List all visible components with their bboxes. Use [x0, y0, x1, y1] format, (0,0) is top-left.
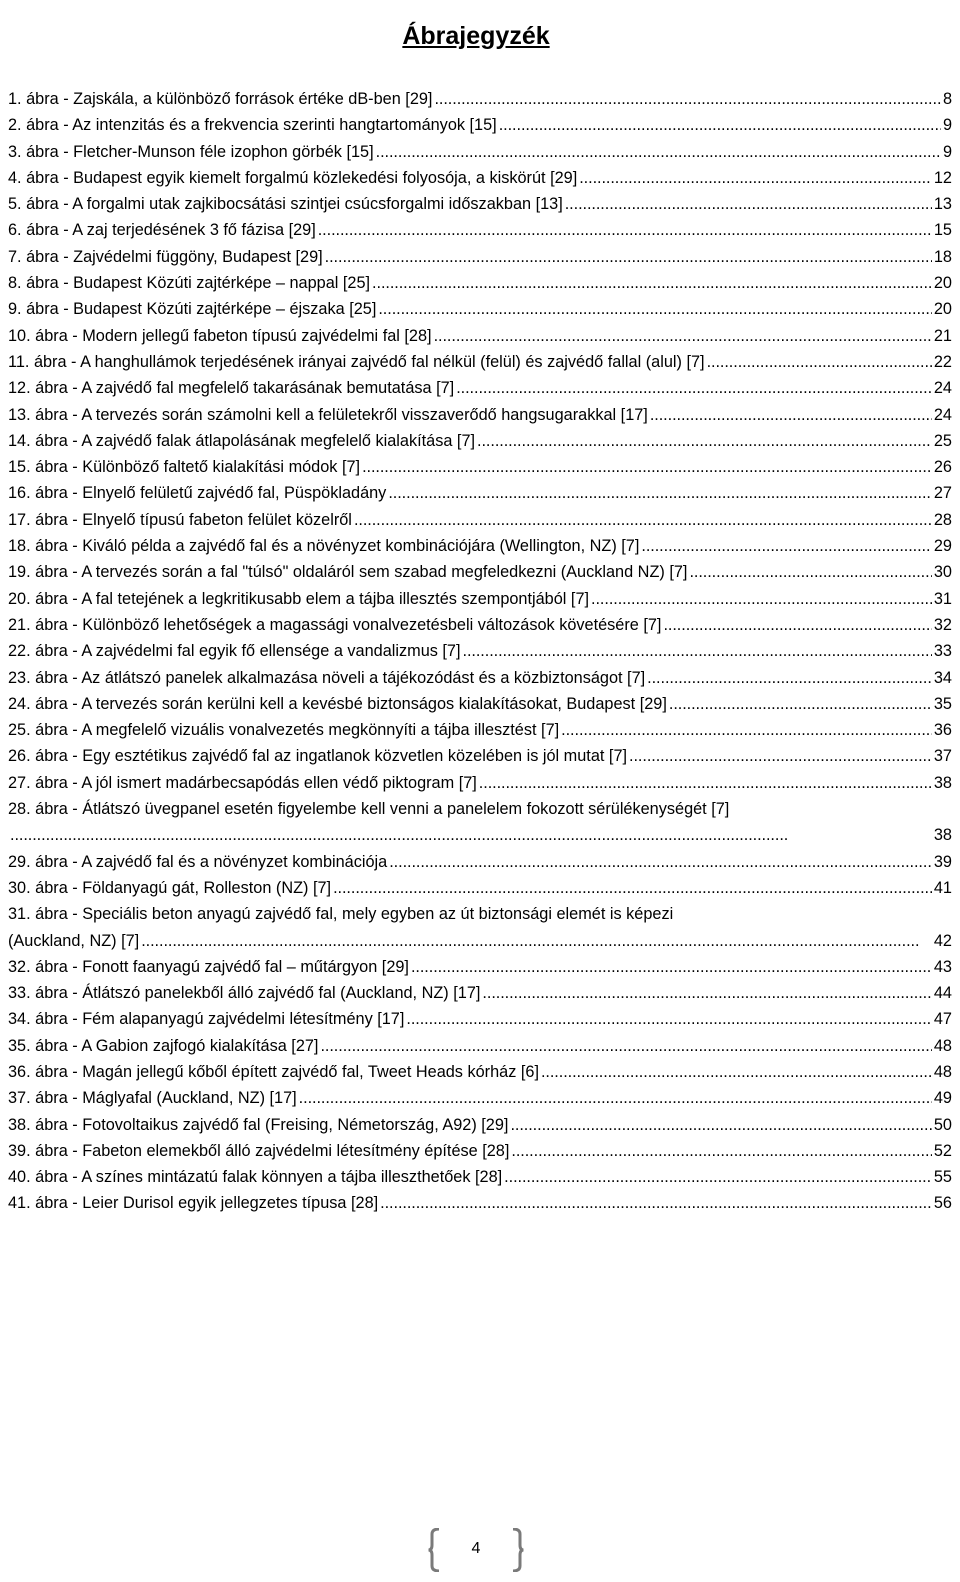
entry-page-number: 9: [942, 142, 952, 161]
entry-title: 39. ábra - Fabeton elemekből álló zajvédelmi létesítmény építése [28]: [8, 1141, 510, 1160]
dot-leader: [320, 1033, 931, 1059]
toc-entry[interactable]: [8, 954, 952, 980]
dot-leader: [479, 770, 932, 796]
dot-leader: [707, 349, 932, 375]
entry-page-number: 35: [933, 694, 952, 713]
entry-title: 18. ábra - Kiváló példa a zajvédő fal és a növényzet kombinációjára (Wellington, NZ) [7]: [8, 537, 640, 556]
toc-entry[interactable]: [8, 665, 952, 691]
dot-leader: [463, 638, 932, 664]
dot-leader: [434, 86, 940, 112]
toc-entry[interactable]: [8, 612, 952, 638]
dot-leader: [579, 165, 932, 191]
entry-title: 16. ábra - Elnyelő felületű zajvédő fal, Püspökladány: [8, 484, 387, 503]
dot-leader: [389, 849, 932, 875]
dot-leader: [504, 1164, 932, 1190]
toc-entry[interactable]: [8, 454, 952, 480]
page-footer: [428, 1528, 524, 1574]
entry-title: 14. ábra - A zajvédő falak átlapolásának megfelelő kialakítása [7]: [8, 431, 476, 450]
entry-title: 26. ábra - Egy esztétikus zajvédő fal az ingatlanok közvetlen közelében is jól mutat [7]: [8, 747, 628, 766]
dot-leader: [434, 323, 932, 349]
entry-title: 7. ábra - Zajvédelmi függöny, Budapest [29]: [8, 247, 323, 266]
toc-entry[interactable]: [8, 1190, 952, 1216]
entry-title: 20. ábra - A fal tetejének a legkritikusabb elem a tájba illesztés szempontjából [7]: [8, 589, 590, 608]
entry-title: 22. ábra - A zajvédelmi fal egyik fő ellensége a vandalizmus [7]: [8, 642, 461, 661]
entry-page-number: 50: [933, 1115, 952, 1134]
dot-leader: [406, 1006, 931, 1032]
entry-page-number: 48: [933, 1062, 952, 1081]
entry-title: 28. ábra - Átlátszó üvegpanel esetén figyelembe kell venni a panelelem fokozott sérülékenységét [7]: [8, 800, 730, 819]
toc-entry[interactable]: [8, 849, 952, 875]
entry-title: 25. ábra - A megfelelő vizuális vonalvezetés megkönnyíti a tájba illesztést [7]: [8, 721, 560, 740]
entry-title: 21. ábra - Különböző lehetőségek a magassági vonalvezetésbeli változások követésére [7]: [8, 615, 662, 634]
entry-line: [8, 928, 952, 954]
toc-entry[interactable]: [8, 559, 952, 585]
entry-page-number: 20: [933, 274, 952, 293]
toc-entry[interactable]: [8, 770, 952, 796]
entry-page-number: 20: [933, 300, 952, 319]
toc-entry[interactable]: [8, 717, 952, 743]
entry-title: 27. ábra - A jól ismert madárbecsapódás ellen védő piktogram [7]: [8, 773, 477, 792]
dot-leader: [663, 612, 931, 638]
dot-leader: [669, 691, 932, 717]
entry-title: 9. ábra - Budapest Közúti zajtérképe – éjszaka [25]: [8, 300, 377, 319]
entry-title: 29. ábra - A zajvédő fal és a növényzet kombinációja: [8, 852, 388, 871]
toc-entry[interactable]: [8, 1059, 952, 1085]
dot-leader: [299, 1085, 932, 1111]
right-brace-icon: [512, 1528, 524, 1572]
dot-leader: [629, 743, 932, 769]
toc-entry[interactable]: [8, 296, 952, 322]
entry-page-number: 38: [933, 826, 952, 845]
entry-title: 11. ábra - A hanghullámok terjedésének irányai zajvédő fal nélkül (felül) és zajvédő fallal (alul) [7]: [8, 352, 705, 371]
toc-entry[interactable]: [8, 1006, 952, 1032]
entry-title: 36. ábra - Magán jellegű kőből épített zajvédő fal, Tweet Heads kórház [6]: [8, 1062, 539, 1081]
entry-page-number: 32: [933, 615, 952, 634]
entry-page-number: 44: [933, 984, 952, 1003]
entry-page-number: 29: [933, 537, 952, 556]
entry-title: 5. ábra - A forgalmi utak zajkibocsátási szintjei csúcsforgalmi időszakban [13]: [8, 195, 563, 214]
entry-line: [8, 822, 952, 848]
toc-entry[interactable]: [8, 796, 952, 849]
entry-page-number: 49: [933, 1089, 952, 1108]
dot-leader: [325, 244, 932, 270]
entry-page-number: 37: [933, 747, 952, 766]
entry-page-number: 55: [933, 1168, 952, 1187]
dot-leader: [362, 454, 932, 480]
entry-page-number: 18: [933, 247, 952, 266]
entry-title: 41. ábra - Leier Durisol egyik jellegzetes típusa [28]: [8, 1194, 379, 1213]
entry-title: 2. ábra - Az intenzitás és a frekvencia szerinti hangtartományok [15]: [8, 116, 497, 135]
entry-title: 1. ábra - Zajskála, a különböző források értéke dB-ben [29]: [8, 90, 433, 108]
toc-entry[interactable]: [8, 1112, 952, 1138]
toc-entry[interactable]: [8, 1138, 952, 1164]
dot-leader: [647, 665, 932, 691]
entry-page-number: 24: [933, 379, 952, 398]
entry-title: 37. ábra - Máglyafal (Auckland, NZ) [17]: [8, 1089, 297, 1108]
dot-leader: [354, 507, 932, 533]
entry-page-number: 56: [933, 1194, 952, 1213]
entry-title: 15. ábra - Különböző faltető kialakítási módok [7]: [8, 458, 361, 477]
entry-title: 34. ábra - Fém alapanyagú zajvédelmi létesítmény [17]: [8, 1010, 405, 1029]
dot-leader: [591, 586, 932, 612]
toc-entry[interactable]: [8, 1164, 952, 1190]
entry-title: 38. ábra - Fotovoltaikus zajvédő fal (Freising, Németország, A92) [29]: [8, 1115, 509, 1134]
entry-page-number: 30: [933, 563, 952, 582]
toc-entry[interactable]: [8, 323, 952, 349]
dot-leader: [376, 139, 941, 165]
toc-entry[interactable]: [8, 507, 952, 533]
entry-title: 35. ábra - A Gabion zajfogó kialakítása [27]: [8, 1036, 319, 1055]
dot-leader: [456, 375, 932, 401]
dot-leader: [499, 112, 941, 138]
dot-leader: [477, 428, 932, 454]
entry-page-number: 43: [933, 957, 952, 976]
entry-page-number: 27: [933, 484, 952, 503]
toc-entry[interactable]: [8, 638, 952, 664]
dot-leader: [650, 402, 932, 428]
entry-title: 12. ábra - A zajvédő fal megfelelő takarásának bemutatása [7]: [8, 379, 455, 398]
entry-page-number: 52: [933, 1141, 952, 1160]
entry-title: 32. ábra - Fonott faanyagú zajvédő fal – műtárgyon [29]: [8, 957, 409, 976]
dot-leader: [411, 954, 932, 980]
entry-page-number: 34: [933, 668, 952, 687]
entry-page-number: 33: [933, 642, 952, 661]
entry-title: 17. ábra - Elnyelő típusú fabeton felület közelről: [8, 510, 352, 529]
entry-page-number: 26: [933, 458, 952, 477]
dot-leader: [689, 559, 931, 585]
entry-page-number: 47: [933, 1010, 952, 1029]
entry-page-number: 36: [933, 721, 952, 740]
entry-title: 13. ábra - A tervezés során számolni kell a felületekről visszaverődő hangsugarakkal [17]: [8, 405, 648, 424]
entry-page-number: 38: [933, 773, 952, 792]
dot-leader: [561, 717, 932, 743]
toc-entry[interactable]: [8, 1085, 952, 1111]
entry-title: 6. ábra - A zaj terjedésének 3 fő fázisa [29]: [8, 221, 316, 240]
dot-leader: [10, 822, 932, 848]
entry-title: 19. ábra - A tervezés során a fal "túlsó" oldaláról sem szabad megfeledkezni (Auckland NZ) [7]: [8, 563, 688, 582]
dot-leader: [565, 191, 932, 217]
page-number: 4: [471, 1540, 481, 1557]
entry-page-number: 9: [942, 116, 952, 135]
dot-leader: [541, 1059, 932, 1085]
toc-entry[interactable]: [8, 901, 952, 954]
dot-leader: [510, 1112, 931, 1138]
toc-entry[interactable]: [8, 428, 952, 454]
dot-leader: [380, 1190, 932, 1216]
dot-leader: [641, 533, 931, 559]
toc-entry[interactable]: [8, 217, 952, 243]
toc-entry[interactable]: [8, 875, 952, 901]
entry-line: [8, 796, 952, 822]
dot-leader: [333, 875, 932, 901]
entry-title: 24. ábra - A tervezés során kerülni kell a kevésbé biztonságos kialakításokat, Budapest [29]: [8, 694, 667, 713]
toc-entry[interactable]: [8, 480, 952, 506]
dot-leader: [378, 296, 932, 322]
dot-leader: [388, 480, 932, 506]
page-title: Ábrajegyzék: [402, 21, 550, 50]
entry-line: [8, 901, 952, 927]
entry-page-number: 15: [933, 221, 952, 240]
toc-entry[interactable]: [8, 980, 952, 1006]
toc-entry[interactable]: [8, 86, 952, 112]
entry-title: 10. ábra - Modern jellegű fabeton típusú zajvédelmi fal [28]: [8, 326, 432, 345]
entry-title: 33. ábra - Átlátszó panelekből álló zajvédő fal (Auckland, NZ) [17]: [8, 984, 481, 1003]
toc-entry[interactable]: [8, 112, 952, 138]
entry-title: 23. ábra - Az átlátszó panelek alkalmazása növeli a tájékozódást és a közbiztonságot [7]: [8, 668, 646, 687]
dot-leader: [141, 928, 932, 954]
entry-title: 3. ábra - Fletcher-Munson féle izophon görbék [15]: [8, 142, 374, 161]
entry-title: 40. ábra - A színes mintázatú falak könnyen a tájba illeszthetőek [28]: [8, 1168, 503, 1187]
entry-title: 30. ábra - Földanyagú gát, Rolleston (NZ) [7]: [8, 878, 332, 897]
entry-title-continued: (Auckland, NZ) [7]: [8, 931, 140, 950]
toc-entry[interactable]: [8, 533, 952, 559]
toc-entry[interactable]: [8, 244, 952, 270]
entry-page-number: 21: [933, 326, 952, 345]
entry-title: 8. ábra - Budapest Közúti zajtérképe – nappal [25]: [8, 274, 371, 293]
entry-title: 31. ábra - Speciális beton anyagú zajvédő fal, mely egyben az út biztonsági elemét is képezi: [8, 905, 674, 924]
entry-page-number: 25: [933, 431, 952, 450]
dot-leader: [372, 270, 932, 296]
toc-entry[interactable]: [8, 1033, 952, 1059]
entry-page-number: 13: [933, 195, 952, 214]
entry-page-number: 31: [933, 589, 952, 608]
entry-page-number: 28: [933, 510, 952, 529]
dot-leader: [511, 1138, 931, 1164]
toc-entry[interactable]: [8, 586, 952, 612]
dot-leader: [482, 980, 931, 1006]
toc-entry[interactable]: [8, 349, 952, 375]
entry-page-number: 42: [933, 931, 952, 950]
toc-entry[interactable]: [8, 691, 952, 717]
toc-entry[interactable]: [8, 402, 952, 428]
entry-page-number: 48: [933, 1036, 952, 1055]
toc-entry[interactable]: [8, 375, 952, 401]
toc-entry[interactable]: [8, 165, 952, 191]
entry-page-number: 8: [942, 90, 952, 108]
toc-entry[interactable]: [8, 270, 952, 296]
entry-page-number: 39: [933, 852, 952, 871]
entry-page-number: 24: [933, 405, 952, 424]
toc-entry[interactable]: [8, 191, 952, 217]
dot-leader: [318, 217, 932, 243]
table-of-figures: [8, 86, 952, 1217]
entry-page-number: 41: [933, 878, 952, 897]
toc-entry[interactable]: [8, 139, 952, 165]
entry-page-number: 12: [933, 168, 952, 187]
entry-title: 4. ábra - Budapest egyik kiemelt forgalmú közlekedési folyosója, a kiskörút [29]: [8, 168, 578, 187]
entry-page-number: 22: [933, 352, 952, 371]
toc-entry[interactable]: [8, 743, 952, 769]
